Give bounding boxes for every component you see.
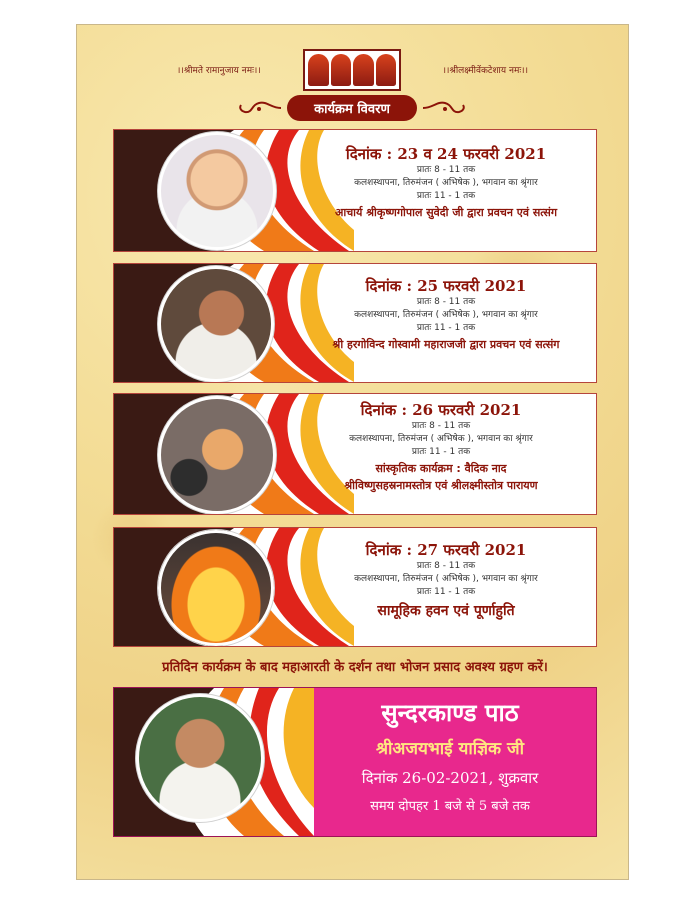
flourish-left-icon: [237, 99, 283, 117]
noon-time: प्रातः 11 - 1 तक: [411, 447, 471, 457]
speaker-photo: [158, 266, 274, 382]
section-title: [237, 95, 467, 121]
morning-detail: कलशस्थापना, तिरुमंजन ( अभिषेक ), भगवान का श्रृंगार: [354, 178, 538, 188]
speaker-photo: [158, 132, 276, 250]
banner-title: सुन्दरकाण्ड पाठ: [381, 698, 519, 727]
event-date: दिनांक : 23 व 24 फरवरी 2021: [345, 145, 547, 163]
card-info: [306, 276, 586, 352]
card-info: [306, 540, 586, 620]
morning-time: प्रातः 8 - 11 तक: [411, 421, 471, 431]
havan-photo: [158, 530, 274, 646]
page-title: कार्यक्रम विवरण: [287, 95, 417, 121]
event-date: दिनांक : 26 फरवरी 2021: [360, 401, 522, 419]
morning-time: प्रातः 8 - 11 तक: [416, 297, 476, 307]
schedule-card: [113, 263, 597, 383]
card-info: [296, 400, 586, 493]
noon-time: प्रातः 11 - 1 तक: [416, 323, 476, 333]
flourish-right-icon: [421, 99, 467, 117]
daily-note: प्रतिदिन कार्यक्रम के बाद महाआरती के दर्शन तथा भोजन प्रसाद अवश्य ग्रहण करें।: [162, 660, 548, 675]
card-info: [306, 144, 586, 220]
speaker-line: श्रीविष्णुसहस्रनामस्तोत्र एवं श्रीलक्ष्मीस्तोत्र पारायण: [344, 479, 538, 492]
banner-date: दिनांक 26-02-2021, शुक्रवार: [361, 769, 539, 787]
ajaybhai-photo: [136, 694, 264, 822]
speaker-line: सामूहिक हवन एवं पूर्णाहुति: [377, 603, 515, 619]
deity-image: [303, 49, 401, 91]
event-date: दिनांक : 25 फरवरी 2021: [365, 277, 527, 295]
program-line: सांस्कृतिक कार्यक्रम : वैदिक नाद: [375, 462, 507, 475]
performer-photo: [158, 396, 276, 514]
morning-detail: कलशस्थापना, तिरुमंजन ( अभिषेक ), भगवान का श्रृंगार: [354, 574, 538, 584]
schedule-card: [113, 527, 597, 647]
morning-time: प्रातः 8 - 11 तक: [416, 561, 476, 571]
schedule-card: [113, 129, 597, 252]
deity-figure: [376, 54, 397, 86]
noon-time: प्रातः 11 - 1 तक: [416, 587, 476, 597]
deity-figure: [331, 54, 352, 86]
schedule-card: [113, 393, 597, 515]
banner-time: समय दोपहर 1 बजे से 5 बजे तक: [370, 799, 530, 814]
mantra-right: ।।श्रीलक्ष्मीवेंकटेशाय नमः।।: [442, 66, 528, 76]
deity-figure: [308, 54, 329, 86]
sundarkand-banner: [113, 687, 597, 837]
morning-detail: कलशस्थापना, तिरुमंजन ( अभिषेक ), भगवान का श्रृंगार: [354, 310, 538, 320]
event-date: दिनांक : 27 फरवरी 2021: [365, 541, 527, 559]
speaker-line: आचार्य श्रीकृष्णगोपाल सुवेदी जी द्वारा प्रवचन एवं सत्संग: [334, 206, 558, 219]
banner-name: श्रीअजयभाई याज्ञिक जी: [375, 739, 525, 759]
noon-time: प्रातः 11 - 1 तक: [416, 191, 476, 201]
deity-figure: [353, 54, 374, 86]
poster: [76, 24, 629, 880]
morning-time: प्रातः 8 - 11 तक: [416, 165, 476, 175]
morning-detail: कलशस्थापना, तिरुमंजन ( अभिषेक ), भगवान का श्रृंगार: [349, 434, 533, 444]
speaker-line: श्री हरगोविन्द गोस्वामी महाराजजी द्वारा प्रवचन एवं सत्संग: [332, 338, 560, 351]
mantra-left: ।।श्रीमते रामानुजाय नमः।।: [177, 66, 261, 76]
